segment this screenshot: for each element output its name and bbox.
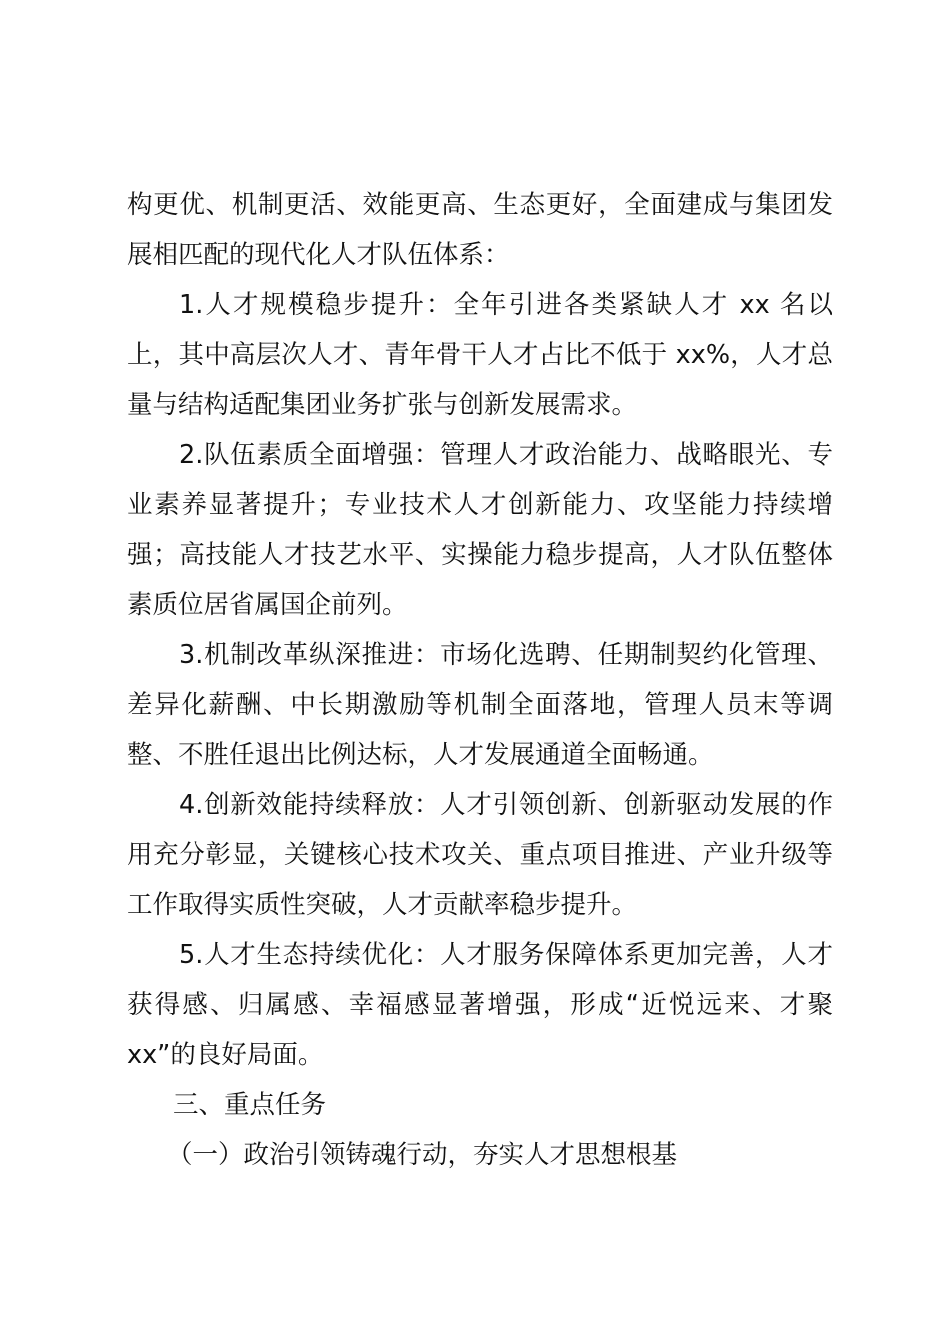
subsection-heading-political-guidance: （一）政治引领铸魂行动，夯实人才思想根基 — [167, 1140, 678, 1170]
paragraph-intro-continuation: 构更优、机制更活、效能更高、生态更好，全面建成与集团发展相匹配的现代化人才队伍体系： — [127, 190, 833, 270]
section-heading-key-tasks: 三、重点任务 — [173, 1090, 327, 1120]
paragraph-goal-team-quality: 2.队伍素质全面增强：管理人才政治能力、战略眼光、专业素养显著提升；专业技术人才创新能力、攻坚能力持续增强；高技能人才技艺水平、实操能力稳步提高，人才队伍整体素质位居省属国企前列。 — [127, 440, 833, 620]
paragraph-goal-talent-ecology: 5.人才生态持续优化：人才服务保障体系更加完善，人才获得感、归属感、幸福感显著增强，形成“近悦远来、才聚xx”的良好局面。 — [127, 940, 833, 1070]
paragraph-goal-talent-scale: 1.人才规模稳步提升：全年引进各类紧缺人才 xx 名以上，其中高层次人才、青年骨干人才占比不低于 xx%，人才总量与结构适配集团业务扩张与创新发展需求。 — [127, 290, 833, 420]
paragraph-goal-mechanism-reform: 3.机制改革纵深推进：市场化选聘、任期制契约化管理、差异化薪酬、中长期激励等机制全面落地，管理人员末等调整、不胜任退出比例达标，人才发展通道全面畅通。 — [127, 640, 833, 770]
paragraph-goal-innovation-efficiency: 4.创新效能持续释放：人才引领创新、创新驱动发展的作用充分彰显，关键核心技术攻关、重点项目推进、产业升级等工作取得实质性突破，人才贡献率稳步提升。 — [127, 790, 833, 920]
document-page — [127, 180, 833, 1180]
